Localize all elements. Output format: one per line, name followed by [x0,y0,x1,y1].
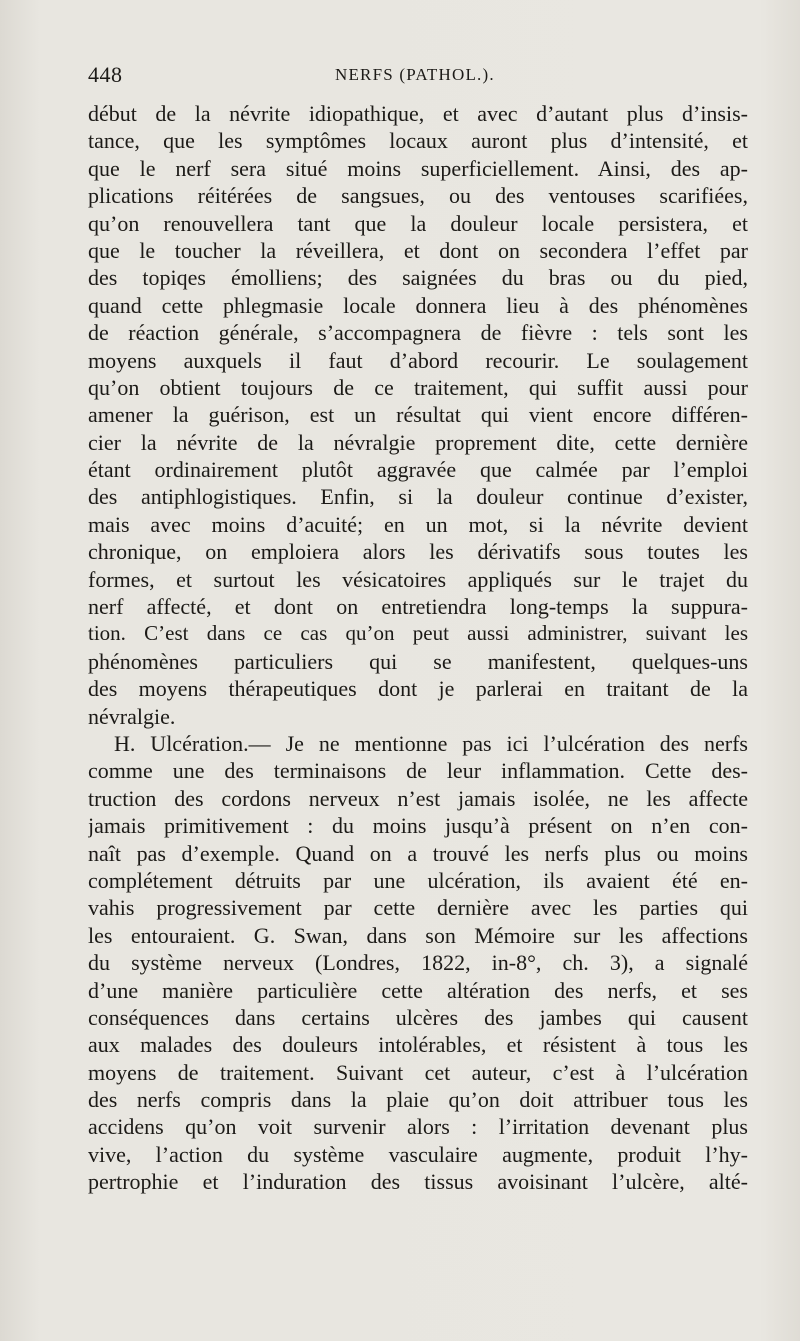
text-line: chronique, on emploiera alors les dérivatifs sous toutes les [88,539,748,565]
text-line: des topiqes émolliens; des saignées du bras ou du pied, [88,265,748,291]
text-line: que le nerf sera situé moins superficiellement. Ainsi, des ap- [88,155,748,181]
text-line: début de la névrite idiopathique, et avec d’autant plus d’insis- [88,101,748,126]
text-line: complétement détruits par une ulcération, ils avaient été en- [88,867,748,893]
text-line: nerf affecté, et dont on entretiendra long-temps la suppura- [88,594,748,620]
text-line: tion. C’est dans ce cas qu’on peut aussi administrer, suivant les [88,621,748,646]
text-line: que le toucher la réveillera, et dont on secondera l’effet par [88,237,748,263]
running-head: NERFS (PATHOL.). [335,65,495,84]
text-line: moyens de traitement. Suivant cet auteur, c’est à l’ulcération [88,1059,748,1085]
page-header [88,62,748,92]
text-line: tance, que les symptômes locaux auront plus d’intensité, et [88,128,748,154]
text-line: quand cette phlegmasie locale donnera lieu à des phénomènes [88,292,748,318]
text-line: conséquences dans certains ulcères des jambes qui causent [88,1004,748,1030]
text-line: d’une manière particulière cette altération des nerfs, et ses [88,977,748,1003]
text-line: jamais primitivement : du moins jusqu’à présent on n’en con- [88,813,748,839]
text-line: plications réitérées de sangsues, ou des ventouses scarifiées, [88,183,748,209]
text-line: qu’on obtient toujours de ce traitement, qui suffit aussi pour [88,374,748,400]
text-line: des nerfs compris dans la plaie qu’on doit attribuer tous les [88,1087,748,1113]
text-line: de réaction générale, s’accompagnera de fièvre : tels sont les [88,320,748,346]
text-line: des antiphlogistiques. Enfin, si la douleur continue d’exister, [88,484,748,510]
text-line: des moyens thérapeutiques dont je parlerai en traitant de la [88,676,748,702]
text-line: phénomènes particuliers qui se manifestent, quelques-uns [88,648,748,674]
body-text [88,100,748,1196]
text-line: vahis progressivement par cette dernière avec les parties qui [88,895,748,921]
paragraph-end-line: névralgie. [88,703,176,729]
text-line: aux malades des douleurs intolérables, et résistent à tous les [88,1032,748,1058]
text-line: accidens qu’on voit survenir alors : l’irritation devenant plus [88,1114,748,1140]
text-line: mais avec moins d’acuité; en un mot, si la névrite devient [88,511,748,537]
text-line: truction des cordons nerveux n’est jamais isolée, ne les affecte [88,785,748,811]
text-line: qu’on renouvellera tant que la douleur locale persistera, et [88,210,748,236]
page-number: 448 [88,62,123,87]
text-line: du système nerveux (Londres, 1822, in-8°, ch. 3), a signalé [88,950,748,976]
text-line: formes, et surtout les vésicatoires appliqués sur le trajet du [88,566,748,592]
text-line: moyens auxquels il faut d’abord recourir. Le soulagement [88,347,748,373]
text-line: cier la névrite de la névralgie proprement dite, cette dernière [88,429,748,455]
text-line: amener la guérison, est un résultat qui vient encore différen- [88,402,748,428]
text-line: vive, l’action du système vasculaire augmente, produit l’hy- [88,1141,748,1167]
text-line: pertrophie et l’induration des tissus avoisinant l’ulcère, alté- [88,1169,748,1195]
text-line: étant ordinairement plutôt aggravée que calmée par l’emploi [88,457,748,483]
text-line: les entouraient. G. Swan, dans son Mémoire sur les affections [88,922,748,948]
text-line: naît pas d’exemple. Quand on a trouvé les nerfs plus ou moins [88,840,748,866]
section-heading-line: H. Ulcération.— Je ne mentionne pas ici l’ulcération des nerfs [114,730,748,756]
text-line: comme une des terminaisons de leur inflammation. Cette des- [88,758,748,784]
